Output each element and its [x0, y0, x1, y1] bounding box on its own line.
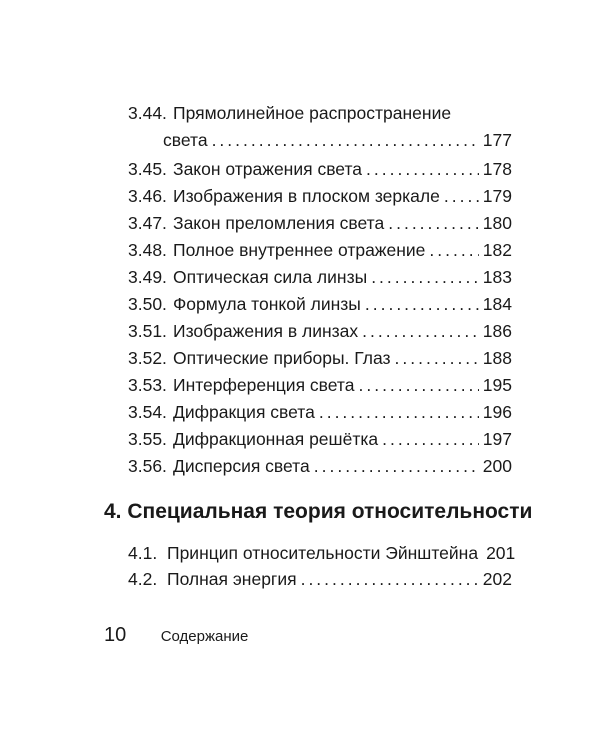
dot-leader — [395, 345, 479, 372]
dot-leader — [365, 291, 479, 318]
toc-entry-number: 3.49. — [128, 267, 167, 287]
toc-entry-3-50[interactable] — [128, 291, 512, 318]
toc-entry-4-2[interactable] — [128, 566, 512, 593]
dot-leader — [212, 127, 479, 154]
toc-entry-page: 178 — [482, 159, 512, 179]
toc-entry-number: 3.56. — [128, 456, 167, 476]
toc-entry-3-46[interactable] — [128, 183, 512, 210]
toc-entry-number: 3.47. — [128, 213, 167, 233]
toc-entry-page: 196 — [482, 402, 512, 422]
dot-leader — [429, 237, 478, 264]
toc-entry-title: Принцип относительности Эйнштейна — [167, 543, 479, 563]
toc-entry-title: Изображения в линзах — [173, 321, 359, 341]
toc-entry-page: 179 — [482, 186, 512, 206]
footer-page-number: 10 — [104, 624, 127, 646]
toc-entry-title: Интерференция света — [173, 375, 355, 395]
toc-entry-3-44-continued[interactable] — [163, 127, 512, 154]
toc-entry-page: 195 — [482, 375, 512, 395]
toc-entry-page: 186 — [482, 321, 512, 341]
dot-leader — [319, 399, 479, 426]
toc-entry-number: 4.1. — [128, 543, 158, 563]
toc-entry-number: 3.46. — [128, 186, 167, 206]
toc-entry-page: 202 — [482, 569, 512, 589]
dot-leader — [366, 156, 479, 183]
toc-entry-page: 184 — [482, 294, 512, 314]
toc-entry-title: света — [163, 130, 208, 150]
toc-entry-3-54[interactable] — [128, 399, 512, 426]
toc-entry-title: Оптическая сила линзы — [173, 267, 368, 287]
toc-entry-title: Полное внутреннее отражение — [173, 240, 426, 260]
toc-entry-title: Дифракционная решётка — [173, 429, 379, 449]
toc-entry-page: 182 — [482, 240, 512, 260]
toc-entry-3-55[interactable] — [128, 426, 512, 453]
toc-entry-title: Оптические приборы. Глаз — [173, 348, 391, 368]
toc-entry-title: Закон преломления света — [173, 213, 385, 233]
footer-label: Содержание — [160, 628, 249, 645]
toc-entry-number: 3.54. — [128, 402, 167, 422]
dot-leader — [371, 264, 479, 291]
toc-entry-page: 188 — [482, 348, 512, 368]
dot-leader — [301, 566, 479, 593]
dot-leader — [314, 453, 479, 480]
toc-entry-page: 201 — [486, 543, 516, 563]
toc-entry-number: 3.44. — [128, 103, 167, 123]
toc-entry-3-53[interactable] — [128, 372, 512, 399]
toc-entry-title: Закон отражения света — [173, 159, 363, 179]
toc-entry-title: Дисперсия света — [173, 456, 310, 476]
toc-entry-page: 183 — [482, 267, 512, 287]
toc-entry-title: Прямолинейное распространение — [173, 103, 452, 123]
toc-entry-3-56[interactable] — [128, 453, 512, 480]
toc-entry-3-47[interactable] — [128, 210, 512, 237]
dot-leader — [362, 318, 479, 345]
chapter-heading[interactable]: 4. Специальная теория относительности — [104, 500, 533, 523]
toc-entry-title: Формула тонкой линзы — [173, 294, 361, 314]
toc-entry-title: Изображения в плоском зеркале — [173, 186, 440, 206]
toc-entry-page: 180 — [482, 213, 512, 233]
toc-entry-3-49[interactable] — [128, 264, 512, 291]
toc-entry-3-48[interactable] — [128, 237, 512, 264]
toc-entry-3-51[interactable] — [128, 318, 512, 345]
toc-entry-number: 3.52. — [128, 348, 167, 368]
dot-leader — [444, 183, 479, 210]
toc-entry-page: 200 — [482, 456, 512, 476]
dot-leader — [382, 426, 479, 453]
dot-leader — [388, 210, 479, 237]
toc-entry-number: 3.53. — [128, 375, 167, 395]
toc-entry-4-1[interactable] — [128, 540, 516, 567]
toc-entry-3-44[interactable] — [128, 100, 512, 127]
toc-entry-3-52[interactable] — [128, 345, 512, 372]
page-footer — [104, 622, 248, 648]
toc-entry-title: Полная энергия — [167, 569, 297, 589]
toc-entry-number: 3.45. — [128, 159, 167, 179]
toc-entry-page: 177 — [482, 130, 512, 150]
dot-leader — [358, 372, 478, 399]
toc-entry-number: 3.51. — [128, 321, 167, 341]
toc-entry-page: 197 — [482, 429, 512, 449]
toc-entry-number: 3.50. — [128, 294, 167, 314]
toc-entry-title: Дифракция света — [173, 402, 315, 422]
toc-entry-number: 3.48. — [128, 240, 167, 260]
toc-entry-number: 4.2. — [128, 569, 158, 589]
toc-entry-number: 3.55. — [128, 429, 167, 449]
toc-entry-3-45[interactable] — [128, 156, 512, 183]
